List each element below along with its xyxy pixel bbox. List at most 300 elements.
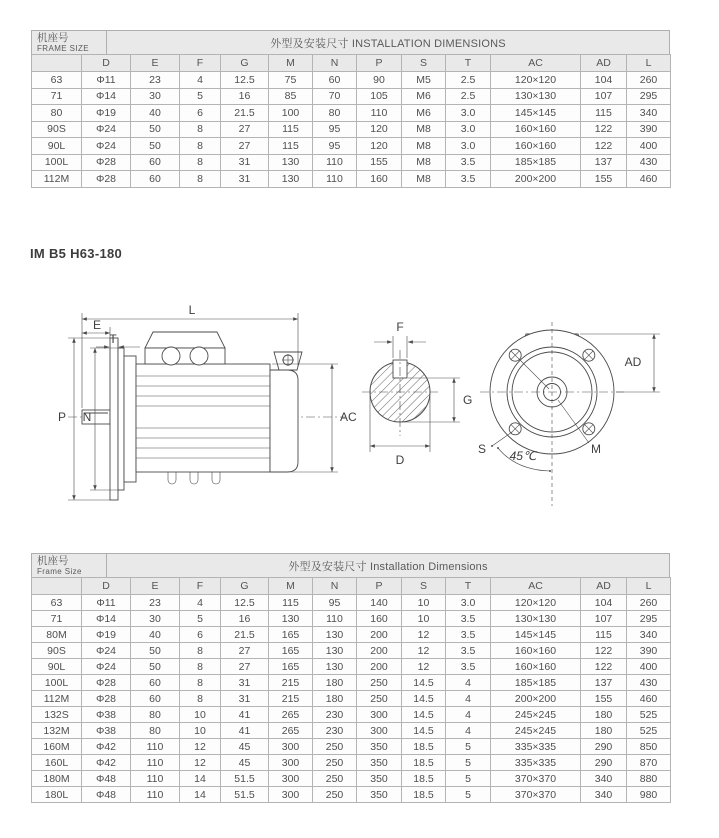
dimension-cell: 31: [221, 171, 269, 188]
dimension-cell: 50: [131, 643, 180, 659]
column-header: T: [446, 578, 491, 595]
dimension-cell: 12.5: [221, 595, 269, 611]
dimension-cell: 525: [627, 723, 671, 739]
dimension-cell: 110: [313, 611, 357, 627]
side-view: [58, 303, 357, 500]
dim-label-E: E: [92, 318, 102, 332]
dimension-cell: 107: [581, 611, 627, 627]
dimension-cell: 200×200: [491, 691, 581, 707]
dimension-cell: Φ11: [82, 595, 131, 611]
dimension-cell: 16: [221, 88, 269, 105]
dimension-cell: 104: [581, 72, 627, 89]
column-header: P: [357, 55, 402, 72]
dimension-cell: 12: [402, 643, 446, 659]
dimension-cell: 31: [221, 154, 269, 171]
dimension-cell: 30: [131, 88, 180, 105]
dimension-cell: 460: [627, 171, 671, 188]
dimension-cell: 215: [269, 675, 313, 691]
dimension-cell: 155: [357, 154, 402, 171]
dimension-cell: 130: [313, 643, 357, 659]
dimension-cell: 5: [446, 771, 491, 787]
frame-size-cell: 100L: [32, 675, 82, 691]
dimension-cell: 27: [221, 643, 269, 659]
dimension-cell: M8: [402, 171, 446, 188]
dimension-cell: 110: [131, 755, 180, 771]
flange-spigot: [118, 348, 124, 490]
dimension-cell: Φ24: [82, 138, 131, 155]
dimension-cell: 5: [180, 88, 221, 105]
dimension-cell: Φ48: [82, 787, 131, 803]
dimension-cell: 80: [131, 723, 180, 739]
dimension-cell: 4: [446, 707, 491, 723]
dimension-cell: 50: [131, 659, 180, 675]
column-header: S: [402, 578, 446, 595]
table-row: [32, 755, 671, 771]
dimension-cell: Φ11: [82, 72, 131, 89]
dimension-cell: 8: [180, 154, 221, 171]
dimension-cell: 51.5: [221, 771, 269, 787]
frame-size-cell: 90L: [32, 138, 82, 155]
table-row: [32, 171, 671, 188]
dimensions-grid: [31, 577, 671, 803]
dimension-cell: 180: [313, 675, 357, 691]
dimension-cell: 460: [627, 691, 671, 707]
dimension-cell: 250: [357, 675, 402, 691]
frame-size-cell: 160L: [32, 755, 82, 771]
frame-size-label-en: Frame Size: [37, 567, 82, 576]
dimension-cell: 350: [357, 771, 402, 787]
dimension-cell: 110: [313, 154, 357, 171]
flange-plate: [110, 338, 118, 500]
dimension-cell: 21.5: [221, 105, 269, 122]
dimension-cell: 3.0: [446, 121, 491, 138]
column-header-row: [32, 578, 671, 595]
dimension-cell: M5: [402, 72, 446, 89]
dim-label-N: N: [82, 410, 92, 424]
dimension-cell: 14.5: [402, 691, 446, 707]
dimension-cell: 155: [581, 171, 627, 188]
dimension-cell: 3.5: [446, 627, 491, 643]
dimension-cell: 290: [581, 739, 627, 755]
frame-size-cell: 180L: [32, 787, 82, 803]
frame-size-cell: 71: [32, 611, 82, 627]
dimension-cell: 185×185: [491, 675, 581, 691]
dimension-cell: 18.5: [402, 755, 446, 771]
dimension-cell: 300: [269, 755, 313, 771]
dimension-cell: 137: [581, 154, 627, 171]
dimension-cell: Φ24: [82, 643, 131, 659]
dimension-cell: 122: [581, 659, 627, 675]
table-row: [32, 627, 671, 643]
dimensions-table-bottom: [31, 553, 670, 803]
column-header: AD: [581, 55, 627, 72]
terminal-box: [145, 332, 225, 365]
column-header: AD: [581, 578, 627, 595]
dimension-cell: 980: [627, 787, 671, 803]
column-header: AC: [491, 578, 581, 595]
dimension-cell: 160×160: [491, 643, 581, 659]
frame-size-cell: 112M: [32, 691, 82, 707]
frame-size-header: [32, 31, 107, 54]
dim-label-D: D: [395, 453, 405, 467]
dimension-cell: 390: [627, 121, 671, 138]
frame-size-cell: 90L: [32, 659, 82, 675]
dimension-cell: 10: [402, 611, 446, 627]
column-header-frame: [32, 578, 82, 595]
dimension-cell: 335×335: [491, 739, 581, 755]
dimension-cell: 10: [180, 707, 221, 723]
dimension-cell: 80: [313, 105, 357, 122]
dimension-cell: 12: [180, 755, 221, 771]
frame-size-cell: 100L: [32, 154, 82, 171]
table-header-row: [31, 30, 670, 54]
dimension-cell: 340: [627, 105, 671, 122]
angle-label: 45℃: [509, 449, 537, 463]
dimension-cell: 3.5: [446, 154, 491, 171]
dim-label-AD: AD: [624, 355, 642, 369]
dimension-cell: 185×185: [491, 154, 581, 171]
dimension-cell: 295: [627, 88, 671, 105]
table-title: 外型及安装尺寸 INSTALLATION DIMENSIONS: [270, 37, 506, 50]
dimension-cell: 350: [357, 755, 402, 771]
column-header: L: [627, 578, 671, 595]
dimension-cell: 160×160: [491, 121, 581, 138]
dimension-cell: 41: [221, 723, 269, 739]
dimensions-grid: [31, 54, 671, 188]
column-header: AC: [491, 55, 581, 72]
dimension-cell: M6: [402, 105, 446, 122]
dimension-cell: 160×160: [491, 659, 581, 675]
dimension-cell: 390: [627, 643, 671, 659]
dimension-cell: 250: [357, 691, 402, 707]
dimension-cell: 4: [446, 691, 491, 707]
dimension-cell: M8: [402, 138, 446, 155]
dimension-cell: Φ42: [82, 755, 131, 771]
table-header-row: [31, 553, 670, 577]
column-header: N: [313, 578, 357, 595]
dimension-cell: 85: [269, 88, 313, 105]
table-row: [32, 154, 671, 171]
dimension-cell: 3.0: [446, 595, 491, 611]
frame-size-header: [32, 554, 107, 577]
frame-size-cell: 90S: [32, 643, 82, 659]
dimension-cell: 12.5: [221, 72, 269, 89]
dimension-cell: Φ42: [82, 739, 131, 755]
dimension-cell: 45: [221, 739, 269, 755]
dimension-cell: 3.0: [446, 138, 491, 155]
table-row: [32, 72, 671, 89]
dimension-cell: 23: [131, 595, 180, 611]
table-row: [32, 138, 671, 155]
dimension-cell: 3.5: [446, 611, 491, 627]
dimension-cell: 245×245: [491, 723, 581, 739]
dimension-cell: 200: [357, 643, 402, 659]
dimension-cell: 165: [269, 627, 313, 643]
dimension-cell: 160: [357, 171, 402, 188]
dimension-cell: 340: [581, 771, 627, 787]
column-header: G: [221, 578, 269, 595]
dimension-cell: 230: [313, 707, 357, 723]
dimension-cell: 120×120: [491, 595, 581, 611]
dimension-cell: 300: [269, 771, 313, 787]
dimension-cell: 110: [313, 171, 357, 188]
dimension-cell: 140: [357, 595, 402, 611]
dimension-cell: 110: [131, 739, 180, 755]
motor-body: [136, 364, 270, 472]
dimension-cell: 350: [357, 787, 402, 803]
table-row: [32, 691, 671, 707]
dimension-cell: 8: [180, 121, 221, 138]
dimension-cell: 137: [581, 675, 627, 691]
table-row: [32, 739, 671, 755]
dimension-cell: 45: [221, 755, 269, 771]
column-header-row: [32, 55, 671, 72]
frame-size-cell: 132M: [32, 723, 82, 739]
dimension-cell: 5: [446, 787, 491, 803]
column-header: D: [82, 578, 131, 595]
dimension-cell: Φ28: [82, 154, 131, 171]
column-header-frame: [32, 55, 82, 72]
dimension-cell: 290: [581, 755, 627, 771]
dimension-cell: 430: [627, 154, 671, 171]
frame-size-cell: 112M: [32, 171, 82, 188]
column-header: S: [402, 55, 446, 72]
dimension-cell: 850: [627, 739, 671, 755]
flange-front-view: [478, 322, 660, 506]
dimension-cell: 430: [627, 675, 671, 691]
dimension-cell: 155: [581, 691, 627, 707]
dimension-cell: 400: [627, 659, 671, 675]
dimension-cell: 50: [131, 138, 180, 155]
dimension-cell: 60: [131, 171, 180, 188]
dimension-cell: 180: [581, 707, 627, 723]
dimension-cell: 265: [269, 707, 313, 723]
dimension-cell: 870: [627, 755, 671, 771]
table-row: [32, 88, 671, 105]
table-row: [32, 611, 671, 627]
dimension-cell: 122: [581, 643, 627, 659]
dimension-cell: M8: [402, 154, 446, 171]
dimension-cell: 31: [221, 691, 269, 707]
dimension-cell: 130: [313, 627, 357, 643]
table-row: [32, 675, 671, 691]
dimension-cell: 80: [131, 707, 180, 723]
dim-T: [96, 332, 140, 352]
dimension-cell: 6: [180, 627, 221, 643]
dimension-cell: 265: [269, 723, 313, 739]
dimension-cell: Φ28: [82, 691, 131, 707]
dimension-cell: 110: [357, 105, 402, 122]
table-row: [32, 787, 671, 803]
dimension-cell: 525: [627, 707, 671, 723]
column-header: L: [627, 55, 671, 72]
dimension-cell: 100: [269, 105, 313, 122]
dimension-cell: 180: [581, 723, 627, 739]
dimension-cell: 12: [402, 659, 446, 675]
dim-label-S: S: [477, 442, 487, 456]
dimension-cell: Φ28: [82, 171, 131, 188]
dimension-cell: 200: [357, 627, 402, 643]
dimension-cell: 21.5: [221, 627, 269, 643]
frame-size-cell: 180M: [32, 771, 82, 787]
dimension-cell: 122: [581, 121, 627, 138]
frame-size-label-zh: 机座号: [37, 555, 69, 567]
dimension-cell: 8: [180, 138, 221, 155]
dimension-cell: 60: [131, 675, 180, 691]
dim-label-T: T: [109, 332, 117, 346]
dimension-cell: 130: [313, 659, 357, 675]
dimension-cell: 370×370: [491, 771, 581, 787]
dimension-cell: Φ24: [82, 121, 131, 138]
dimension-cell: 370×370: [491, 787, 581, 803]
column-header: F: [180, 578, 221, 595]
dimension-cell: 18.5: [402, 771, 446, 787]
dimension-cell: Φ24: [82, 659, 131, 675]
table-row: [32, 105, 671, 122]
dimension-cell: 5: [446, 755, 491, 771]
frame-size-cell: 160M: [32, 739, 82, 755]
dimension-cell: 4: [446, 675, 491, 691]
dimension-cell: 8: [180, 171, 221, 188]
dimension-cell: 27: [221, 138, 269, 155]
dimension-cell: 12: [402, 627, 446, 643]
dimension-cell: 300: [357, 707, 402, 723]
dimension-cell: 340: [581, 787, 627, 803]
dimension-cell: Φ38: [82, 707, 131, 723]
dim-label-G: G: [463, 393, 473, 407]
column-header: T: [446, 55, 491, 72]
dimension-cell: 16: [221, 611, 269, 627]
dimension-cell: Φ19: [82, 627, 131, 643]
dimensions-table-top: [31, 30, 670, 188]
dimension-cell: 165: [269, 643, 313, 659]
dimension-cell: 260: [627, 72, 671, 89]
dimension-cell: 30: [131, 611, 180, 627]
dimension-cell: 130: [269, 171, 313, 188]
dimension-cell: 5: [180, 611, 221, 627]
dimension-cell: 50: [131, 121, 180, 138]
frame-size-label-zh: 机座号: [37, 32, 69, 44]
dimension-cell: 230: [313, 723, 357, 739]
dimension-cell: 14: [180, 787, 221, 803]
dimension-cell: Φ48: [82, 771, 131, 787]
dimension-cell: 27: [221, 121, 269, 138]
dimension-cell: 8: [180, 659, 221, 675]
dimension-cell: 400: [627, 138, 671, 155]
dimension-cell: 10: [402, 595, 446, 611]
dimension-cell: 18.5: [402, 787, 446, 803]
dim-label-M: M: [591, 442, 601, 456]
rear-housing: [270, 370, 298, 472]
technical-drawing: [40, 300, 685, 518]
end-shield: [124, 356, 136, 482]
dimension-cell: 165: [269, 659, 313, 675]
dimension-cell: 5: [446, 739, 491, 755]
dimension-cell: 2.5: [446, 88, 491, 105]
dimension-cell: Φ14: [82, 88, 131, 105]
frame-size-cell: 90S: [32, 121, 82, 138]
cable-gland: [162, 347, 180, 365]
dimension-cell: 14: [180, 771, 221, 787]
table-row: [32, 771, 671, 787]
dimension-cell: 120: [357, 121, 402, 138]
dimension-cell: 200×200: [491, 171, 581, 188]
dimension-cell: 8: [180, 675, 221, 691]
dimension-cell: 130×130: [491, 611, 581, 627]
dimension-cell: 120: [357, 138, 402, 155]
dimension-cell: 95: [313, 138, 357, 155]
dimension-cell: 27: [221, 659, 269, 675]
table-row: [32, 707, 671, 723]
frame-size-cell: 80M: [32, 627, 82, 643]
dimension-cell: 115: [269, 138, 313, 155]
dimension-cell: 300: [269, 739, 313, 755]
dimension-cell: M8: [402, 121, 446, 138]
dimension-cell: M6: [402, 88, 446, 105]
dimension-cell: 41: [221, 707, 269, 723]
column-header: M: [269, 578, 313, 595]
dimension-cell: 250: [313, 739, 357, 755]
column-header: M: [269, 55, 313, 72]
table-row: [32, 723, 671, 739]
shaft-section-view: [362, 320, 472, 467]
dimension-cell: 115: [269, 121, 313, 138]
dimension-cell: 105: [357, 88, 402, 105]
frame-size-cell: 71: [32, 88, 82, 105]
dimension-cell: 130×130: [491, 88, 581, 105]
table-row: [32, 659, 671, 675]
table-row: [32, 643, 671, 659]
dimension-cell: 880: [627, 771, 671, 787]
dimension-cell: 3.0: [446, 105, 491, 122]
dimension-cell: 180: [313, 691, 357, 707]
dimension-cell: 4: [180, 595, 221, 611]
dimension-cell: 215: [269, 691, 313, 707]
dimension-cell: 6: [180, 105, 221, 122]
dimension-cell: 18.5: [402, 739, 446, 755]
table-title: 外型及安装尺寸 Installation Dimensions: [288, 560, 488, 573]
column-header: F: [180, 55, 221, 72]
dim-label-L: L: [188, 303, 196, 317]
dimension-cell: 3.5: [446, 171, 491, 188]
table-row: [32, 595, 671, 611]
dimension-cell: 14.5: [402, 675, 446, 691]
dimension-cell: 115: [581, 627, 627, 643]
dimension-cell: 40: [131, 627, 180, 643]
dimension-cell: 90: [357, 72, 402, 89]
dimension-cell: 350: [357, 739, 402, 755]
dimension-cell: 115: [581, 105, 627, 122]
frame-size-cell: 63: [32, 595, 82, 611]
dimension-cell: 160: [357, 611, 402, 627]
column-header: E: [131, 55, 180, 72]
dimension-cell: 110: [131, 787, 180, 803]
dimension-cell: 95: [313, 121, 357, 138]
dimension-cell: 122: [581, 138, 627, 155]
dimension-cell: 115: [269, 595, 313, 611]
dimension-cell: 130: [269, 611, 313, 627]
dimension-cell: 3.5: [446, 659, 491, 675]
frame-size-cell: 80: [32, 105, 82, 122]
dimension-cell: 31: [221, 675, 269, 691]
dimension-cell: 75: [269, 72, 313, 89]
dimension-cell: 200: [357, 659, 402, 675]
dimension-cell: 145×145: [491, 627, 581, 643]
dimension-cell: 107: [581, 88, 627, 105]
frame-size-cell: 132S: [32, 707, 82, 723]
dimension-cell: 4: [446, 723, 491, 739]
dimension-cell: 260: [627, 595, 671, 611]
